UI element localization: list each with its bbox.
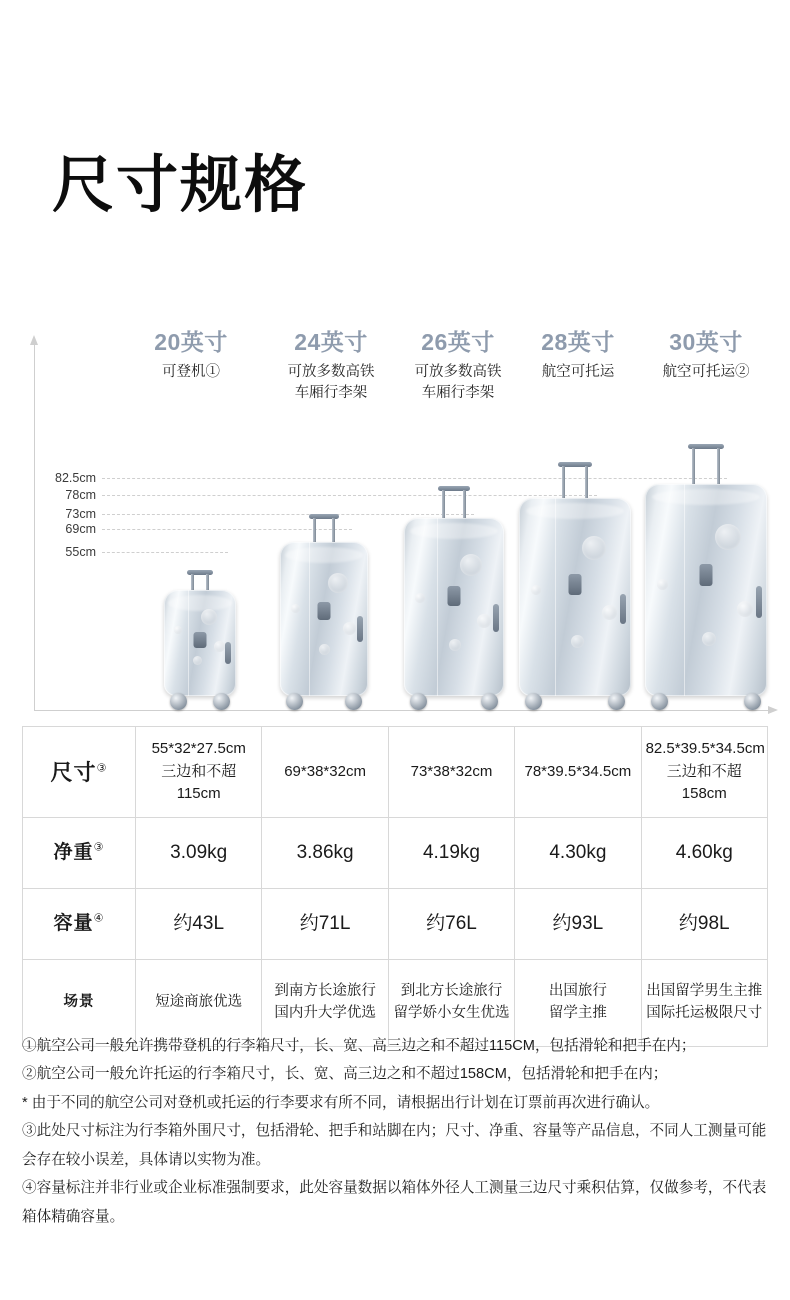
handle-rod-left-24 — [313, 518, 316, 542]
table-row — [23, 818, 768, 889]
footnote-2: ②航空公司一般允许托运的行李箱尺寸，长、宽、高三边之和不超过158CM，包括滑轮和把手在内； — [22, 1066, 668, 1083]
shell-dot-24-d — [291, 604, 300, 613]
suitcase-handle-24 — [309, 514, 339, 542]
suitcase-shell-28 — [519, 498, 631, 696]
cell-size-26-l1: 73*38*32cm — [410, 762, 493, 780]
column-size-label-28: 28英寸 — [541, 329, 615, 355]
shell-dot-24-a — [328, 573, 348, 593]
column-desc-line1-26: 可放多数高铁 — [414, 364, 502, 381]
footnotes — [22, 1032, 774, 1231]
column-size-label-24: 24英寸 — [294, 329, 368, 355]
row-label-volume-sup: ④ — [93, 912, 105, 925]
shell-dot-30-b — [737, 601, 753, 617]
column-header-28 — [519, 330, 637, 383]
shell-dot-30-d — [657, 579, 668, 590]
cell-scene-26-l1: 到北方长途旅行 — [400, 983, 503, 1000]
footnote-4: ③此处尺寸标注为行李箱外围尺寸，包括滑轮、把手和站脚在内；尺寸、净重、容量等产品信息，不同人工测量可能会存在较小误差，具体请以实物为准。 — [22, 1123, 767, 1168]
shell-dot-28-a — [582, 536, 606, 560]
chart-y-axis — [34, 344, 35, 710]
handle-rod-left-28 — [562, 466, 565, 498]
row-label-volume-text: 容量 — [53, 912, 94, 934]
cell-size-30-l1: 82.5*39.5*34.5cm — [645, 740, 765, 758]
shell-dot-26-c — [449, 639, 461, 651]
shell-dot-20-b — [214, 641, 225, 652]
suitcase-latch-20 — [194, 632, 207, 648]
shell-dot-28-d — [531, 585, 541, 595]
gridline-label-73: 73cm — [65, 507, 96, 521]
suitcase-latch-28 — [569, 574, 582, 595]
table-row — [23, 727, 768, 818]
footnote-5: ④容量标注并非行业或企业标准强制要求，此处容量数据以箱体外径人工测量三边尺寸乘积估算，仅做参考，不代表箱体精确容量。 — [22, 1180, 767, 1225]
cell-weight-20: 3.09kg — [136, 818, 262, 889]
row-label-size — [23, 727, 136, 818]
suitcase-shell-26 — [404, 518, 504, 696]
gridline-label-69: 69cm — [65, 522, 96, 536]
shell-highlight-26 — [410, 523, 498, 539]
cell-size-28-l1: 78*39.5*34.5cm — [524, 762, 632, 780]
cell-volume-26: 约76L — [388, 889, 514, 960]
cell-weight-30: 4.60kg — [641, 818, 767, 889]
suitcase-handle-20 — [187, 570, 213, 590]
shell-dot-28-b — [602, 605, 617, 620]
cell-size-20 — [136, 727, 262, 818]
suitcase-side-grip-26 — [493, 604, 499, 632]
suitcase-20 — [164, 570, 236, 710]
suitcase-wheel-right-30 — [744, 693, 761, 710]
page-title: 尺寸规格 — [52, 151, 309, 220]
column-desc-30 — [647, 362, 765, 383]
shell-dot-20-c — [193, 656, 202, 665]
gridline-label-82-5: 82.5cm — [55, 471, 96, 485]
cell-size-30-l2: 三边和不超158cm — [666, 762, 742, 803]
shell-dot-26-d — [415, 593, 425, 603]
column-size-label-20: 20英寸 — [154, 329, 228, 355]
suitcase-wheel-left-30 — [651, 693, 668, 710]
column-header-20 — [132, 330, 250, 383]
shell-highlight-24 — [285, 547, 362, 563]
size-comparison-chart — [14, 330, 776, 720]
handle-rod-left-20 — [191, 574, 194, 590]
suitcase-wheel-right-20 — [213, 693, 230, 710]
handle-rod-right-28 — [585, 466, 588, 498]
handle-rod-right-20 — [206, 574, 209, 590]
handle-rod-left-26 — [442, 490, 445, 518]
gridline-55 — [102, 552, 228, 553]
cell-scene-30-l2: 国际托运极限尺寸 — [646, 1005, 763, 1021]
suitcase-wheel-right-28 — [608, 693, 625, 710]
shell-seam-26 — [437, 518, 438, 696]
shell-dot-28-c — [571, 635, 584, 648]
cell-volume-24: 约71L — [262, 889, 388, 960]
column-desc-line2-24: 车厢行李架 — [294, 385, 368, 402]
shell-seam-28 — [555, 498, 556, 696]
column-header-30 — [647, 330, 765, 383]
gridline-82-5 — [102, 478, 727, 479]
row-label-weight-sup: ③ — [93, 841, 105, 854]
suitcase-wheel-left-20 — [170, 693, 187, 710]
cell-scene-20-l1: 短途商旅优选 — [155, 994, 243, 1011]
row-label-weight — [23, 818, 136, 889]
gridline-label-78: 78cm — [65, 488, 96, 502]
suitcase-side-grip-28 — [620, 594, 626, 624]
cell-volume-28: 约93L — [515, 889, 641, 960]
gridline-label-55: 55cm — [65, 545, 96, 559]
column-desc-line1-30: 航空可托运② — [662, 364, 750, 381]
column-desc-line1-28: 航空可托运 — [541, 364, 615, 381]
cell-weight-24: 3.86kg — [262, 818, 388, 889]
shell-seam-24 — [309, 542, 310, 696]
shell-seam-30 — [684, 484, 685, 696]
cell-weight-26: 4.19kg — [388, 818, 514, 889]
suitcase-handle-26 — [438, 486, 470, 518]
cell-scene-24-l1: 到南方长途旅行 — [274, 983, 376, 1000]
column-desc-28 — [519, 362, 637, 383]
cell-volume-30: 约98L — [641, 889, 767, 960]
footnote-3: * 由于不同的航空公司对登机或托运的行李要求有所不同，请根据出行计划在订票前再次进行确认。 — [22, 1094, 660, 1111]
cell-size-26 — [388, 727, 514, 818]
cell-size-20-l1: 55*32*27.5cm — [151, 740, 246, 758]
row-label-size-sup: ③ — [96, 762, 108, 775]
handle-rod-right-30 — [717, 448, 720, 484]
shell-highlight-20 — [168, 595, 231, 611]
cell-weight-28: 4.30kg — [515, 818, 641, 889]
handle-rod-left-30 — [692, 448, 695, 484]
column-desc-line1-20: 可登机① — [162, 364, 220, 381]
shell-dot-26-b — [477, 614, 491, 628]
cell-size-24 — [262, 727, 388, 818]
column-header-26 — [399, 330, 517, 404]
row-label-volume — [23, 889, 136, 960]
shell-highlight-28 — [526, 503, 625, 519]
suitcase-handle-30 — [688, 444, 724, 484]
shell-dot-30-c — [702, 632, 716, 646]
cell-scene-28-l2: 留学主推 — [548, 1005, 607, 1021]
row-label-weight-text: 净重 — [53, 841, 94, 863]
shell-dot-26-a — [460, 554, 482, 576]
chart-x-axis — [34, 710, 769, 711]
suitcase-side-grip-30 — [756, 586, 762, 618]
suitcase-latch-24 — [318, 602, 331, 620]
suitcase-24 — [280, 514, 368, 710]
shell-dot-24-b — [343, 622, 356, 635]
row-label-scene-text: 场景 — [63, 994, 95, 1011]
cell-scene-24-l2: 国内升大学优选 — [274, 1005, 376, 1021]
suitcase-wheel-left-28 — [525, 693, 542, 710]
row-label-size-text: 尺寸 — [50, 759, 97, 785]
suitcase-wheel-right-24 — [345, 693, 362, 710]
shell-seam-20 — [188, 590, 189, 696]
column-header-24 — [272, 330, 390, 404]
suitcase-handle-28 — [558, 462, 592, 498]
handle-rod-right-24 — [332, 518, 335, 542]
cell-size-24-l1: 69*38*32cm — [284, 762, 366, 780]
suitcase-wheel-left-24 — [286, 693, 303, 710]
column-desc-26 — [399, 362, 517, 404]
shell-dot-30-a — [715, 524, 741, 550]
suitcase-side-grip-20 — [225, 642, 231, 664]
column-size-label-26: 26英寸 — [421, 329, 495, 355]
cell-scene-28-l1: 出国旅行 — [548, 983, 607, 1000]
column-desc-20 — [132, 362, 250, 383]
cell-scene-26-l2: 留学娇小女生优选 — [393, 1005, 510, 1021]
table-row — [23, 889, 768, 960]
shell-dot-20-d — [174, 626, 182, 634]
suitcase-30 — [645, 444, 767, 710]
column-size-label-30: 30英寸 — [669, 329, 743, 355]
suitcase-wheel-left-26 — [410, 693, 427, 710]
footnote-1: ①航空公司一般允许携带登机的行李箱尺寸，长、宽、高三边之和不超过115CM，包括滑轮和把手在内； — [22, 1038, 696, 1054]
suitcase-shell-30 — [645, 484, 767, 696]
cell-volume-20: 约43L — [136, 889, 262, 960]
shell-dot-24-c — [319, 644, 330, 655]
suitcase-wheel-right-26 — [481, 693, 498, 710]
column-desc-24 — [272, 362, 390, 404]
suitcase-26 — [404, 486, 504, 710]
cell-size-20-l2: 三边和不超115cm — [161, 762, 237, 803]
shell-highlight-30 — [652, 489, 759, 505]
suitcase-side-grip-24 — [357, 616, 363, 642]
suitcase-latch-30 — [700, 564, 713, 586]
suitcase-28 — [519, 462, 631, 710]
cell-size-30 — [641, 727, 767, 818]
cell-scene-30-l1: 出国留学男生主推 — [646, 983, 763, 1000]
suitcase-latch-26 — [448, 586, 461, 606]
cell-size-28 — [515, 727, 641, 818]
column-desc-line2-26: 车厢行李架 — [421, 385, 495, 402]
spec-table — [22, 726, 768, 1047]
column-desc-line1-24: 可放多数高铁 — [287, 364, 375, 381]
handle-rod-right-26 — [463, 490, 466, 518]
shell-dot-20-a — [201, 609, 217, 625]
